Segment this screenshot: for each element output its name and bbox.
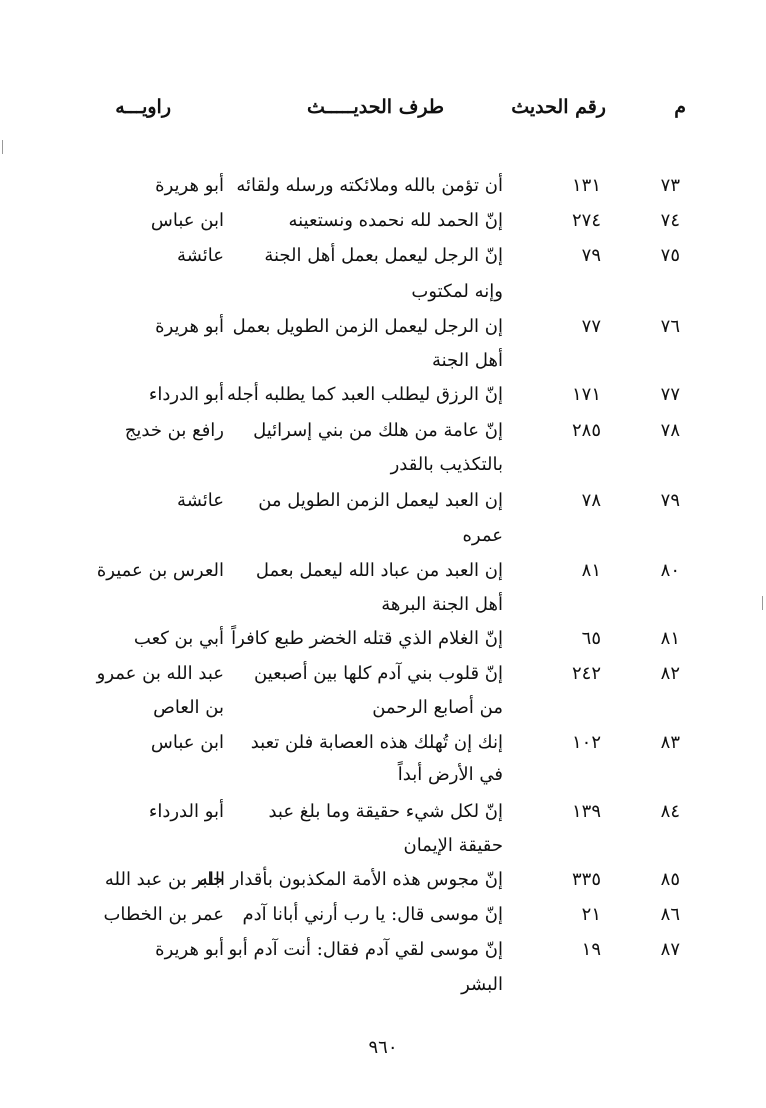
header-text: طرف الحديـــــث bbox=[307, 96, 444, 118]
row-number: ١٧١ bbox=[571, 384, 601, 405]
row-text-line: أهل الجنة البرهة bbox=[381, 594, 503, 615]
row-number: ١٠٢ bbox=[571, 732, 601, 753]
row-m: ٧٩ bbox=[660, 490, 680, 511]
row-text-line: إنّ موسى لقي آدم فقال: أنت آدم أبو bbox=[228, 939, 503, 960]
row-narrator: رافع بن خديج bbox=[124, 420, 224, 441]
row-narrator: عمر بن الخطاب bbox=[103, 904, 224, 925]
row-number: ٧٨ bbox=[581, 490, 601, 511]
row-number: ٧٧ bbox=[581, 316, 601, 337]
row-number: ١٣٩ bbox=[571, 801, 601, 822]
row-text-line: إنّ قلوب بني آدم كلها بين أصبعين bbox=[254, 663, 503, 684]
left-edge-mark bbox=[2, 140, 3, 154]
page-number: ٩٦٠ bbox=[368, 1037, 398, 1058]
row-number: ٢٨٥ bbox=[571, 420, 601, 441]
row-m: ٧٥ bbox=[660, 245, 680, 266]
row-text-line: البشر bbox=[461, 974, 503, 995]
right-edge-mark bbox=[762, 596, 763, 610]
row-m: ٨٠ bbox=[660, 560, 680, 581]
row-text-line: إن العبد ليعمل الزمن الطويل من bbox=[258, 490, 503, 511]
header-number: رقم الحديث bbox=[511, 96, 606, 118]
row-m: ٧٣ bbox=[660, 175, 680, 196]
row-text-line: إنّ لكل شيء حقيقة وما بلغ عبد bbox=[268, 801, 503, 822]
row-narrator: أبي بن كعب bbox=[133, 628, 224, 649]
row-number: ١٩ bbox=[581, 939, 601, 960]
row-narrator: عائشة bbox=[177, 490, 224, 511]
row-number: ٨١ bbox=[581, 560, 601, 581]
row-text-line: إن العبد من عباد الله ليعمل بعمل bbox=[255, 560, 503, 581]
row-m: ٧٤ bbox=[660, 210, 680, 231]
row-narrator: العرس بن عميرة bbox=[96, 560, 224, 581]
row-text-line: إن الرجل ليعمل الزمن الطويل بعمل bbox=[232, 316, 503, 337]
row-narrator: بن العاص bbox=[153, 697, 224, 718]
row-m: ٨١ bbox=[660, 628, 680, 649]
row-narrator: عبد الله بن عمرو bbox=[96, 663, 224, 684]
row-text-line: إنّ الرزق ليطلب العبد كما يطلبه أجله bbox=[226, 384, 503, 405]
header-narrator: راويـــه bbox=[115, 96, 171, 118]
row-narrator: ابن عباس bbox=[150, 732, 224, 753]
row-m: ٨٦ bbox=[660, 904, 680, 925]
row-text-line: إنّ موسى قال: يا رب أرني أبانا آدم bbox=[242, 904, 503, 925]
header-m: م bbox=[674, 96, 686, 118]
row-number: ٢٤٢ bbox=[571, 663, 601, 684]
row-number: ٢١ bbox=[581, 904, 601, 925]
row-narrator: ابن عباس bbox=[150, 210, 224, 231]
row-number: ٧٩ bbox=[581, 245, 601, 266]
row-narrator: أبو الدرداء bbox=[148, 384, 224, 405]
row-number: ٢٧٤ bbox=[571, 210, 601, 231]
row-number: ٦٥ bbox=[581, 628, 601, 649]
row-text-line: أن تؤمن بالله وملائكته ورسله ولقائه bbox=[236, 175, 503, 196]
row-text-line: وإنه لمكتوب bbox=[411, 281, 503, 302]
row-narrator: جابر بن عبد الله bbox=[104, 869, 224, 890]
row-text-line: إنك إن تُهلك هذه العصابة فلن تعبد bbox=[250, 732, 503, 753]
row-text-line: إنّ الغلام الذي قتله الخضر طبع كافراً bbox=[231, 628, 503, 649]
row-narrator: أبو الدرداء bbox=[148, 801, 224, 822]
row-text-line: بالتكذيب بالقدر bbox=[390, 454, 503, 475]
row-text-line: إنّ مجوس هذه الأمة المكذبون بأقدار الله bbox=[198, 869, 503, 890]
row-m: ٧٨ bbox=[660, 420, 680, 441]
row-text-line: إنّ الحمد لله نحمده ونستعينه bbox=[288, 210, 503, 231]
row-m: ٧٧ bbox=[660, 384, 680, 405]
row-m: ٨٧ bbox=[660, 939, 680, 960]
row-text-line: من أصابع الرحمن bbox=[372, 697, 503, 718]
row-m: ٨٢ bbox=[660, 663, 680, 684]
row-m: ٨٤ bbox=[660, 801, 680, 822]
row-text-line: عمره bbox=[462, 525, 503, 546]
row-text-line: أهل الجنة bbox=[431, 350, 503, 371]
row-number: ١٣١ bbox=[571, 175, 601, 196]
row-narrator: أبو هريرة bbox=[155, 939, 224, 960]
row-m: ٧٦ bbox=[660, 316, 680, 337]
row-narrator: عائشة bbox=[177, 245, 224, 266]
row-text-line: إنّ عامة من هلك من بني إسرائيل bbox=[253, 420, 503, 441]
row-narrator: أبو هريرة bbox=[155, 316, 224, 337]
row-text-line: في الأرض أبداً bbox=[397, 764, 503, 785]
row-m: ٨٣ bbox=[660, 732, 680, 753]
row-narrator: أبو هريرة bbox=[155, 175, 224, 196]
row-number: ٣٣٥ bbox=[571, 869, 601, 890]
row-text-line: حقيقة الإيمان bbox=[403, 835, 503, 856]
row-text-line: إنّ الرجل ليعمل بعمل أهل الجنة bbox=[264, 245, 503, 266]
row-m: ٨٥ bbox=[660, 869, 680, 890]
